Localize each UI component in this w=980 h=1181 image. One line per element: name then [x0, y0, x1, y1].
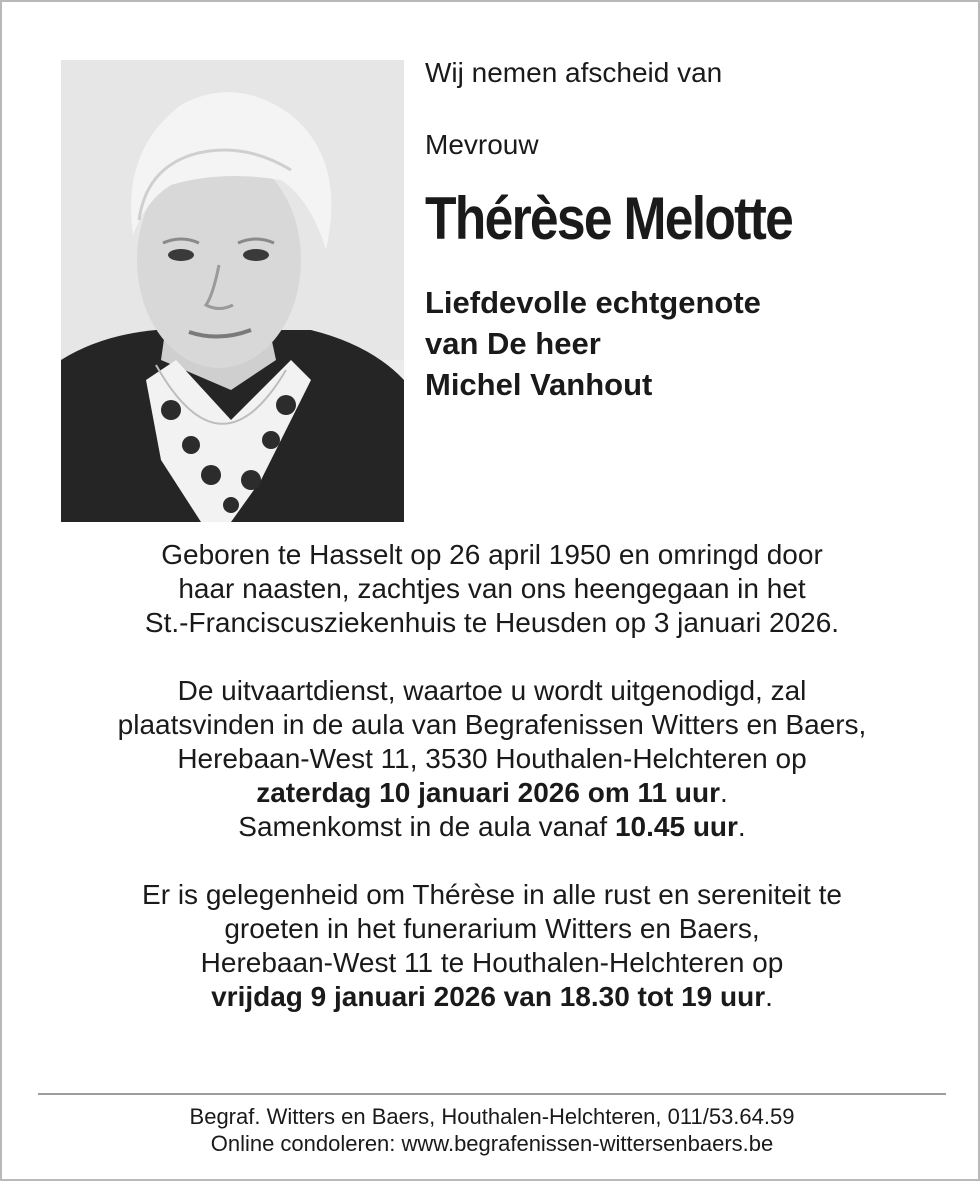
spouse-line: Liefdevolle echtgenote	[425, 285, 761, 320]
viewing-date-line	[42, 980, 942, 1014]
spouse-line: Michel Vanhout	[425, 367, 653, 402]
gathering-prefix: Samenkomst in de aula vanaf	[238, 811, 615, 842]
paragraph-line: groeten in het funerarium Witters en Baers,	[224, 913, 760, 944]
paragraph-line: Geboren te Hasselt op 26 april 1950 en omringd door	[161, 539, 823, 570]
notice-body	[42, 538, 942, 1014]
viewing-date-suffix: .	[765, 981, 773, 1012]
funeral-paragraph	[42, 674, 942, 844]
funeral-home-contact: Begraf. Witters en Baers, Houthalen-Helchteren, 011/53.64.59	[189, 1104, 795, 1129]
deceased-name: Thérèse Melotte	[425, 185, 793, 252]
funeral-date: zaterdag 10 januari 2026 om 11 uur	[256, 777, 720, 808]
salutation: Mevrouw	[425, 129, 539, 160]
gathering-time: 10.45 uur	[614, 811, 738, 842]
paragraph-line: Herebaan-West 11 te Houthalen-Helchteren op	[200, 947, 784, 978]
funeral-date-line	[42, 776, 942, 810]
viewing-date: vrijdag 9 januari 2026 van 18.30 tot 19 uur	[211, 981, 766, 1012]
online-condolence-link[interactable]: Online condoleren: www.begrafenissen-wittersenbaers.be	[210, 1131, 774, 1156]
paragraph-line: plaatsvinden in de aula van Begrafenissen Witters en Baers,	[117, 709, 867, 740]
spouse-line: van De heer	[425, 326, 601, 361]
viewing-paragraph	[42, 878, 942, 1014]
gathering-suffix: .	[737, 811, 746, 842]
birth-paragraph	[42, 538, 942, 640]
footer-divider	[38, 1093, 946, 1095]
intro-text: Wij nemen afscheid van	[425, 57, 723, 88]
funeral-date-suffix: .	[719, 777, 728, 808]
paragraph-line: haar naasten, zachtjes van ons heengegaan in het	[178, 573, 806, 604]
paragraph-line: De uitvaartdienst, waartoe u wordt uitgenodigd, zal	[177, 675, 807, 706]
footer	[42, 1103, 942, 1157]
gathering-line	[42, 810, 942, 844]
paragraph-line: Herebaan-West 11, 3530 Houthalen-Helchteren op	[177, 743, 807, 774]
spouse-block	[425, 282, 945, 405]
portrait-photo	[61, 60, 404, 522]
header-block	[425, 54, 945, 405]
portrait-illustration	[61, 60, 404, 522]
paragraph-line: Er is gelegenheid om Thérèse in alle rust en sereniteit te	[142, 879, 842, 910]
paragraph-line: St.-Franciscusziekenhuis te Heusden op 3 januari 2026.	[144, 607, 840, 638]
